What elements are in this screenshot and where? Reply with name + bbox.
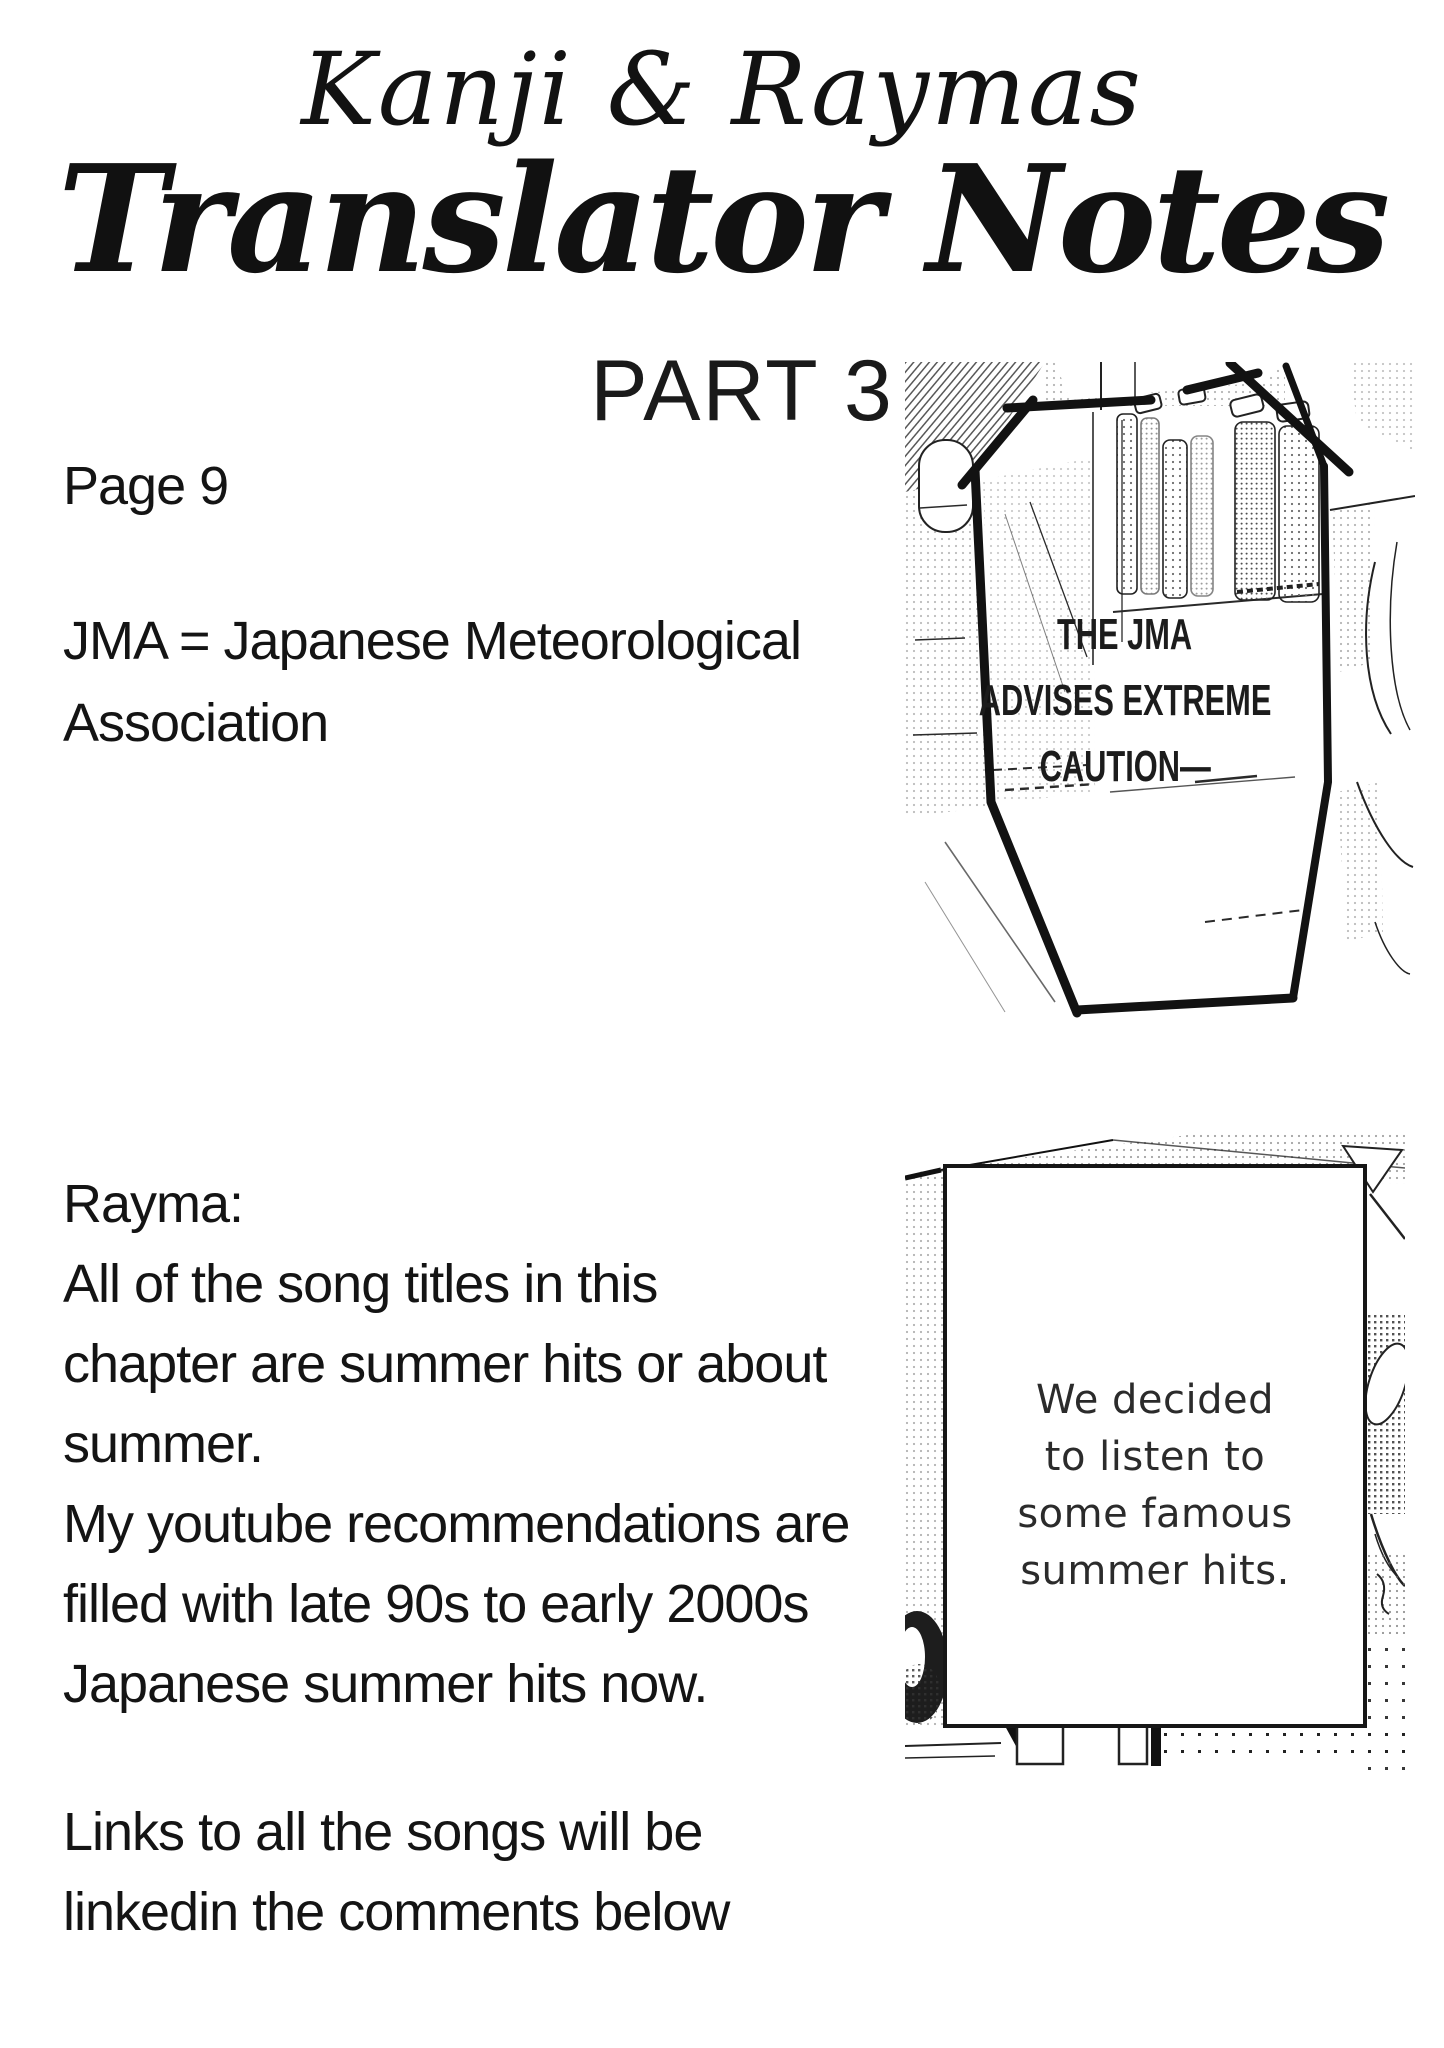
left-art-strip <box>905 1184 948 1728</box>
caption-line: to listen to <box>1044 1434 1266 1480</box>
rayma-note-line: chapter are summer hits or about <box>63 1334 827 1394</box>
links-note-line: linkedin the comments below <box>63 1882 730 1942</box>
jma-caution-caption <box>905 602 1345 800</box>
byline-title: Kanji & Raymas <box>301 31 1143 148</box>
rayma-note <box>63 1164 849 1724</box>
manga-panel-summer-hits <box>905 1134 1405 1774</box>
links-note <box>63 1792 729 1952</box>
caption-line: THE JMA <box>1057 610 1193 659</box>
summer-hits-caption <box>945 1372 1365 1600</box>
rayma-note-line: All of the song titles in this <box>63 1254 658 1314</box>
jma-note-line: JMA = Japanese Meteorological <box>63 611 801 671</box>
caption-line: We decided <box>1035 1377 1275 1423</box>
jma-note-line: Association <box>63 693 329 753</box>
rayma-note-line: Rayma: <box>63 1174 244 1234</box>
rayma-note-line: Japanese summer hits now. <box>63 1654 708 1714</box>
rayma-note-line: filled with late 90s to early 2000s <box>63 1574 809 1634</box>
jma-definition-note <box>63 600 801 764</box>
caption-line: CAUTION— <box>1039 742 1211 791</box>
rayma-note-line: summer. <box>63 1414 264 1474</box>
part-subtitle: PART 3 <box>590 343 894 439</box>
caption-line: some famous <box>1017 1491 1293 1537</box>
page-number-text: Page 9 <box>63 456 229 516</box>
page-title: Translator Notes <box>57 132 1387 306</box>
caption-line: ADVISES EXTREME <box>978 676 1272 725</box>
rayma-note-line: My youtube recommendations are <box>63 1494 850 1554</box>
caption-line: summer hits. <box>1020 1548 1290 1594</box>
links-note-line: Links to all the songs will be <box>63 1802 703 1862</box>
manga-panel-jma-caution <box>905 362 1415 1045</box>
page-number-label <box>63 446 228 526</box>
